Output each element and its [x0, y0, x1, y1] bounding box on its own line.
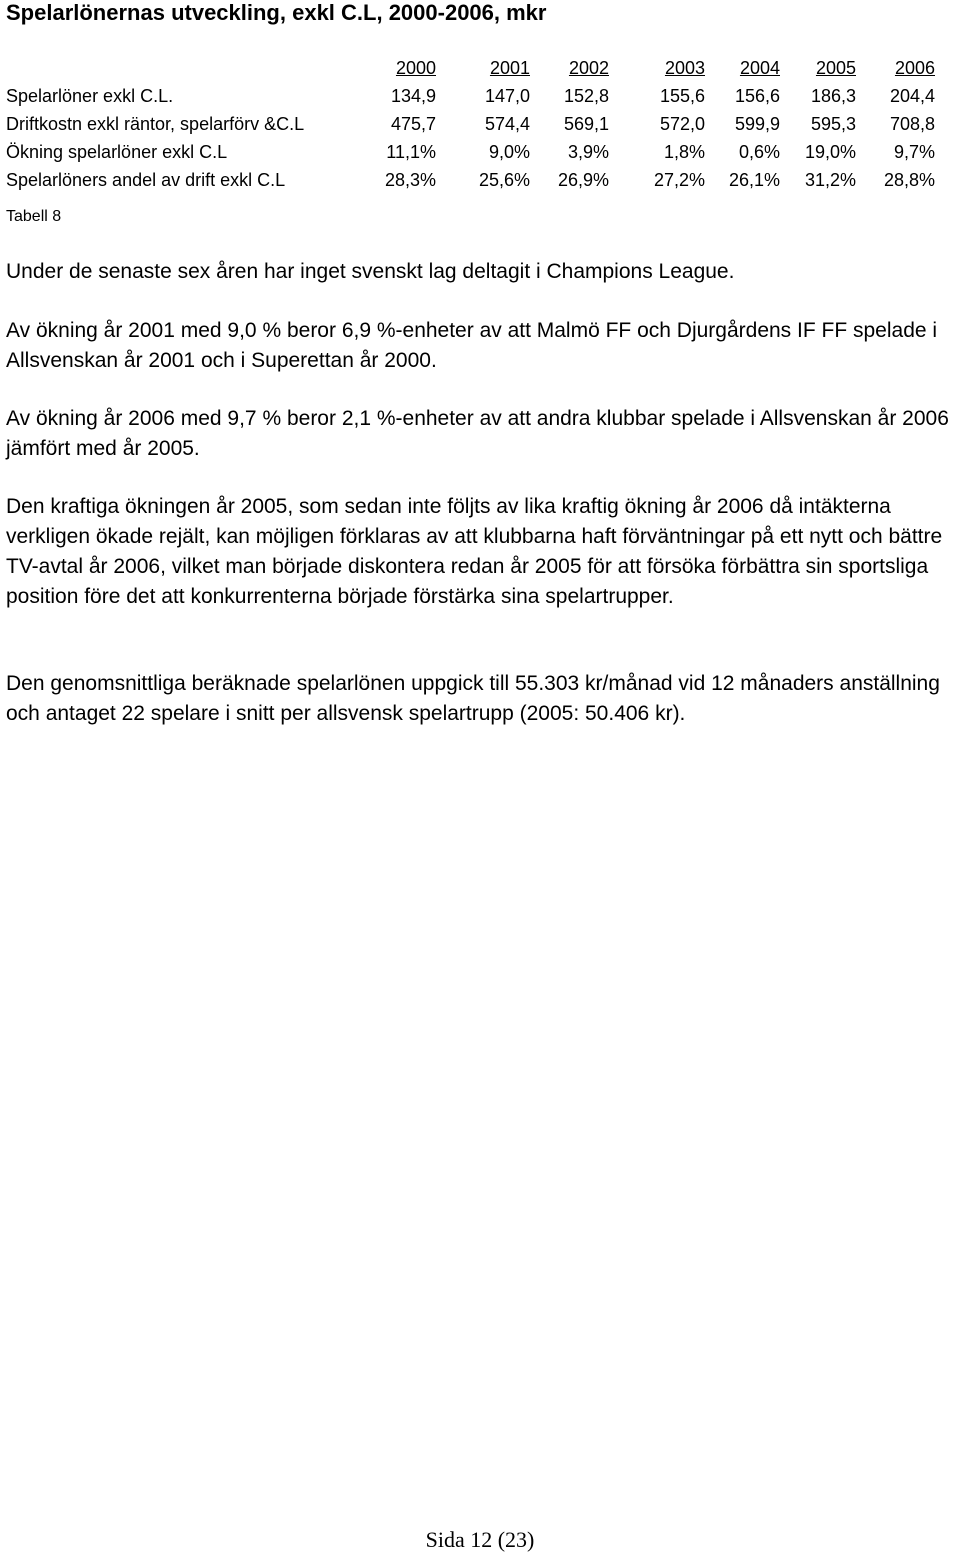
- salary-table: [0, 56, 960, 196]
- table-cell: 155,6: [659, 86, 705, 106]
- row-label: Ökning spelarlöner exkl C.L: [6, 142, 228, 162]
- row-label: Spelarlöner exkl C.L.: [6, 86, 174, 106]
- table-row: [0, 140, 960, 168]
- table-cell: 475,7: [390, 114, 436, 134]
- table-cell: 572,0: [659, 114, 705, 134]
- year-header: 2005: [815, 58, 856, 78]
- table-row: [0, 168, 960, 196]
- table-cell: 599,9: [734, 114, 780, 134]
- year-header: 2000: [395, 58, 436, 78]
- year-header: 2006: [894, 58, 935, 78]
- table-cell: 134,9: [390, 86, 436, 106]
- page-number: Sida 12 (23): [425, 1527, 535, 1552]
- table-caption: Tabell 8: [6, 208, 62, 225]
- table-row: [0, 112, 960, 140]
- paragraph: Under de senaste sex åren har inget svenskt lag deltagit i Champions League.: [6, 260, 735, 283]
- table-cell: 147,0: [484, 86, 530, 106]
- table-cell: 708,8: [889, 114, 935, 134]
- table-cell: 31,2%: [804, 170, 856, 190]
- year-header: 2003: [664, 58, 705, 78]
- table-cell: 569,1: [563, 114, 609, 134]
- table-cell: 26,1%: [728, 170, 780, 190]
- page-title: Spelarlönernas utveckling, exkl C.L, 2000-2006, mkr: [6, 0, 547, 25]
- table-cell: 574,4: [484, 114, 530, 134]
- table-header-row: [0, 56, 960, 84]
- table-cell: 3,9%: [567, 142, 609, 162]
- table-row: [0, 84, 960, 112]
- paragraph: Den genomsnittliga beräknade spelarlönen uppgick till 55.303 kr/månad vid 12 månaders anställning och antaget 22 spelare i snitt per allsvensk spelartrupp (2005: 50.406 kr).: [6, 672, 940, 725]
- table-cell: 186,3: [810, 86, 856, 106]
- table-cell: 28,3%: [384, 170, 436, 190]
- table-cell: 27,2%: [653, 170, 705, 190]
- paragraph: Av ökning år 2001 med 9,0 % beror 6,9 %-enheter av att Malmö FF och Djurgårdens IF FF spelade i Allsvenskan år 2001 och i Superettan år 2000.: [6, 319, 938, 372]
- year-header: 2001: [489, 58, 530, 78]
- table-cell: 1,8%: [663, 142, 705, 162]
- table-cell: 11,1%: [386, 142, 436, 162]
- paragraph: Av ökning år 2006 med 9,7 % beror 2,1 %-enheter av att andra klubbar spelade i Allsvenskan år 2006 jämfört med år 2005.: [6, 407, 949, 460]
- year-header: 2004: [739, 58, 780, 78]
- table-cell: 204,4: [889, 86, 935, 106]
- table-cell: 595,3: [810, 114, 856, 134]
- table-cell: 28,8%: [883, 170, 935, 190]
- table-cell: 156,6: [734, 86, 780, 106]
- table-cell: 9,0%: [488, 142, 530, 162]
- row-label: Driftkostn exkl räntor, spelarförv &C.L: [6, 114, 305, 134]
- table-cell: 26,9%: [557, 170, 609, 190]
- table-cell: 25,6%: [478, 170, 530, 190]
- table-cell: 152,8: [563, 86, 609, 106]
- table-cell: 0,6%: [738, 142, 780, 162]
- row-label: Spelarlöners andel av drift exkl C.L: [6, 170, 286, 190]
- table-cell: 9,7%: [893, 142, 935, 162]
- table-cell: 19,0%: [804, 142, 856, 162]
- year-header: 2002: [568, 58, 609, 78]
- paragraph: Den kraftiga ökningen år 2005, som sedan inte följts av lika kraftig ökning år 2006 då intäkterna verkligen ökade rejält, kan möjligen förklaras av att klubbarna haft förväntningar på ett nytt och bättre TV-avtal år 2006, vilket man började diskontera redan år 2005 för att försöka förbättra sin sportsliga position före det att konkurrenterna började förstärka sina spelartrupper.: [6, 495, 943, 608]
